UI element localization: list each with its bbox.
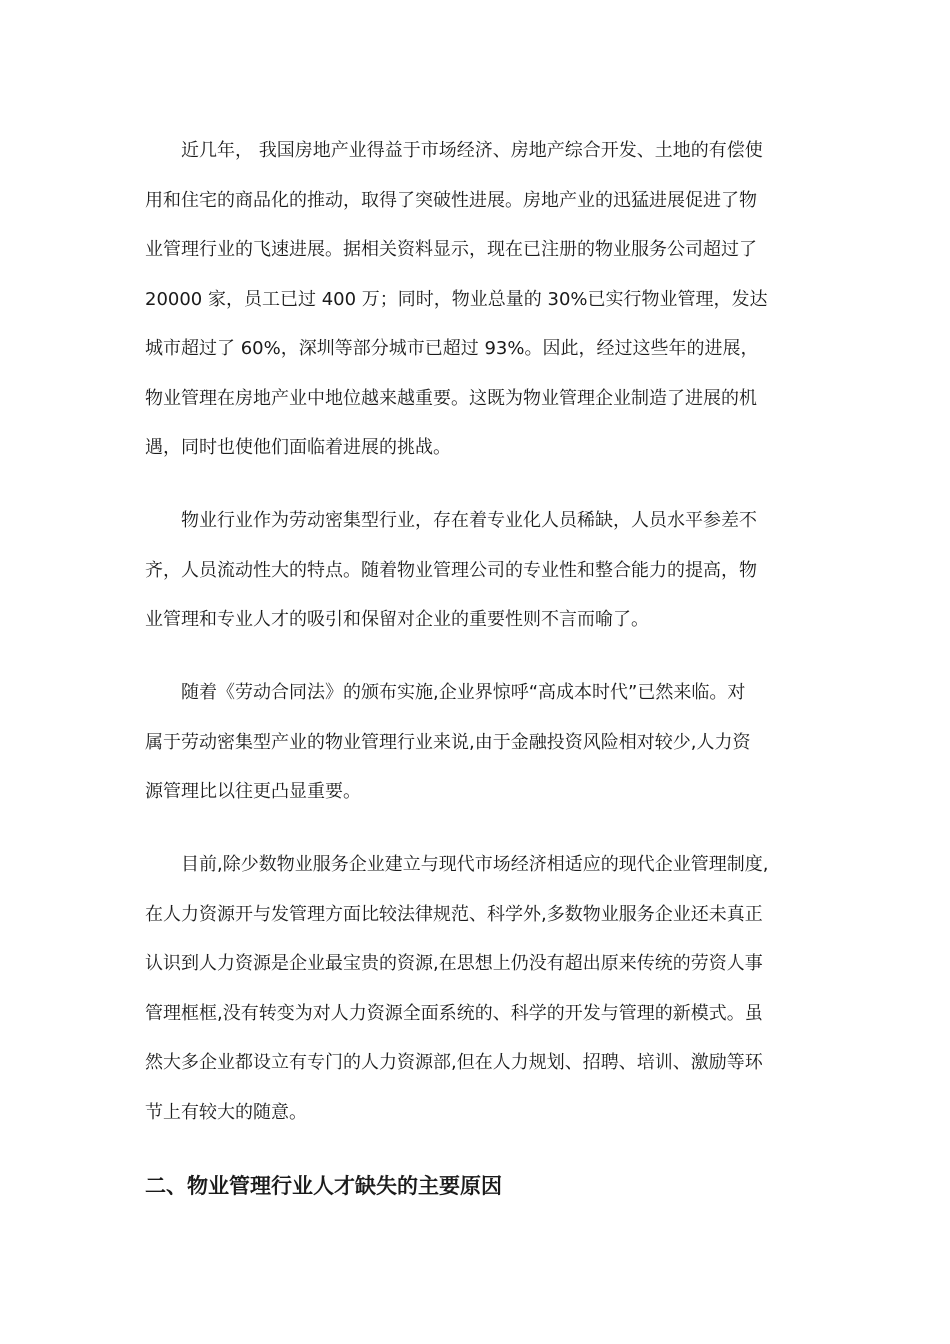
paragraph-line: 在人力资源开与发管理方面比较法律规范、科学外,多数物业服务企业还未真正 [145,903,763,925]
paragraph-line: 遇，同时也使他们面临着进展的挑战。 [145,437,451,458]
paragraph-1 [145,126,815,473]
paragraph-line: 认识到人力资源是企业最宝贵的资源,在思想上仍没有超出原来传统的劳资人事 [145,953,763,974]
paragraph-line: 业管理和专业人才的吸引和保留对企业的重要性则不言而喻了。 [145,609,649,630]
paragraph-line: 城市超过了 60%，深圳等部分城市已超过 93%。因此，经过这些年的进展， [145,338,759,359]
paragraph-2 [145,496,815,645]
paragraph-line: 物业行业作为劳动密集型行业，存在着专业化人员稀缺，人员水平参差不 [145,510,757,531]
paragraph-line: 目前,除少数物业服务企业建立与现代市场经济相适应的现代企业管理制度, [145,854,769,875]
paragraph-line: 齐，人员流动性大的特点。随着物业管理公司的专业性和整合能力的提高，物 [145,559,757,581]
paragraph-line: 属于劳动密集型产业的物业管理行业来说,由于金融投资风险相对较少,人力资 [145,731,751,753]
paragraph-line: 近几年， 我国房地产业得益于市场经济、房地产综合开发、土地的有偿使 [145,140,763,161]
paragraph-line: 用和住宅的商品化的推动，取得了突破性进展。房地产业的迅猛进展促进了物 [145,189,757,211]
paragraph-line: 然大多企业都设立有专门的人力资源部,但在人力规划、招聘、培训、激励等环 [145,1052,763,1073]
paragraph-3 [145,668,815,817]
paragraph-line: 随着《劳动合同法》的颁布实施,企业界惊呼“高成本时代”已然来临。对 [145,682,746,703]
section-heading: 二、物业管理行业人才缺失的主要原因 [145,1174,502,1198]
paragraph-line: 管理框框,没有转变为对人力资源全面系统的、科学的开发与管理的新模式。虽 [145,1002,763,1024]
paragraph-4 [145,840,815,1137]
paragraph-line: 物业管理在房地产业中地位越来越重要。这既为物业管理企业制造了进展的机 [145,387,757,409]
paragraph-line: 业管理行业的飞速进展。据相关资料显示，现在已注册的物业服务公司超过了 [145,239,757,260]
paragraph-line: 节上有较大的随意。 [145,1101,307,1123]
paragraph-line: 20000 家，员工已过 400 万；同时，物业总量的 30%已实行物业管理，发达 [145,288,768,310]
paragraph-line: 源管理比以往更凸显重要。 [145,781,361,802]
